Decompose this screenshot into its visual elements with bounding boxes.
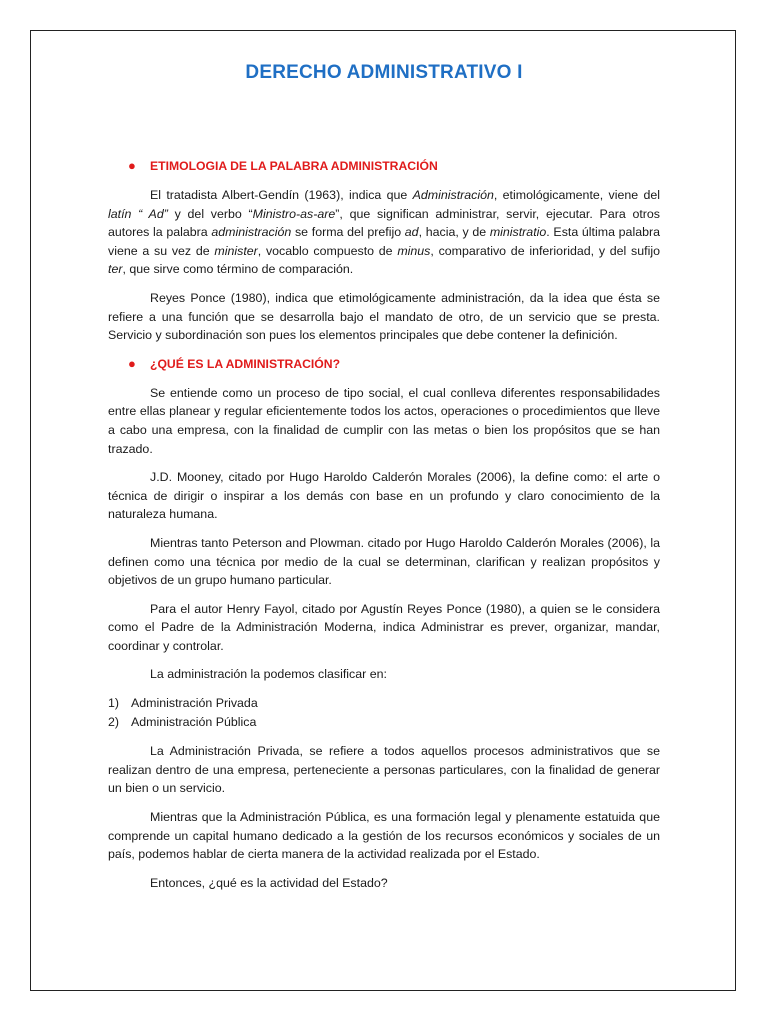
- paragraph: [108, 534, 660, 590]
- paragraph: [108, 742, 660, 798]
- section-heading-etimologia: [108, 157, 660, 175]
- text-run: , etimológicamente, viene del: [493, 188, 661, 202]
- italic-text-run: ter: [108, 262, 123, 277]
- section-heading-que-es: [108, 355, 660, 373]
- list-item: [108, 694, 660, 713]
- text-run: , que sirve como término de comparación.: [122, 262, 354, 277]
- paragraph: [108, 384, 660, 458]
- text-run: , comparativo de inferioridad, y del sufijo: [430, 243, 660, 258]
- text-run: La administración la podemos clasificar en:: [150, 667, 387, 682]
- paragraph: [108, 186, 660, 279]
- section-heading-label: ¿QUÉ ES LA ADMINISTRACIÓN?: [150, 356, 341, 371]
- italic-text-run: minus: [397, 243, 431, 258]
- classification-list: [108, 694, 660, 731]
- text-run: Mientras tanto Peterson and Plowman. citado por Hugo Haroldo Calderón Morales (2006), la definen como una técnica por medio de la cual se determinan, clarifican y realizan propósitos y objetivos de un grupo humano particular.: [108, 535, 660, 588]
- paragraph: [108, 808, 660, 864]
- italic-text-run: ministratio: [489, 225, 547, 240]
- text-run: , vocablo compuesto de: [257, 243, 398, 258]
- text-run: Reyes Ponce (1980), indica que etimológicamente administración, da la idea que ésta se refiere a una función que se desarrolla bajo el mandato de otro, de un servicio que se presta. Servicio y subordinación son pues los elementos principales que debe contener la definición.: [108, 290, 660, 343]
- list-item: [108, 713, 660, 732]
- list-item-text: Administración Privada: [131, 696, 258, 711]
- italic-text-run: Administración: [412, 188, 494, 202]
- text-run: se forma del prefijo: [291, 225, 405, 240]
- text-run: Se entiende como un proceso de tipo social, el cual conlleva diferentes responsabilidades entre ellas planear y regular eficientemente todos los actos, operaciones o procedimientos que lleve a cabo una empresa, con la finalidad de cumplir con las metas o bien los propósitos que se han trazado.: [108, 385, 660, 456]
- italic-text-run: Ministro-as-are: [252, 206, 336, 221]
- text-run: . Esta última palabra viene a su vez de: [108, 225, 660, 258]
- italic-text-run: ad: [404, 225, 419, 240]
- paragraph: [108, 665, 660, 684]
- text-run: Para el autor Henry Fayol, citado por Agustín Reyes Ponce (1980), a quien se le considera como el Padre de la Administración Moderna, indica Administrar es prever, organizar, mandar, coordinar y controlar.: [108, 601, 660, 653]
- list-item-number: 2): [108, 714, 120, 729]
- italic-text-run: minister: [214, 243, 258, 258]
- text-run: ”, que significan administrar, servir, ejecutar. Para otros autores la palabra: [108, 206, 661, 240]
- text-run: Mientras que la Administración Pública, es una formación legal y plenamente estatuida que comprende un capital humano dedicado a la gestión de los recursos económicos y sociales de un país, podemos hablar de cierta manera de la actividad realizada por el Estado.: [108, 810, 660, 862]
- text-run: Entonces, ¿qué es la actividad del Estado?: [150, 875, 388, 890]
- italic-text-run: latín “ Ad”: [108, 206, 168, 221]
- list-item-number: 1): [108, 696, 120, 711]
- text-run: , hacia, y de: [418, 225, 490, 240]
- bullet-icon: ●: [128, 355, 136, 371]
- paragraph: [108, 468, 660, 524]
- text-run: y del verbo “: [167, 206, 253, 221]
- section-heading-label: ETIMOLOGIA DE LA PALABRA ADMINISTRACIÓN: [150, 159, 438, 173]
- text-run: J.D. Mooney, citado por Hugo Haroldo Calderón Morales (2006), la define como: el arte o técnica de dirigir o inspirar a los demás con base en un profundo y claro conocimiento de la naturaleza humana.: [108, 470, 660, 522]
- bullet-icon: ●: [128, 158, 136, 173]
- paragraph: [108, 600, 660, 656]
- text-run: La Administración Privada, se refiere a todos aquellos procesos administrativos que se realizan dentro de una empresa, perteneciente a personas particulares, con la finalidad de generar un bien o un servicio.: [108, 744, 660, 796]
- paragraph: [108, 874, 660, 893]
- text-run: El tratadista Albert-Gendín (1963), indica que: [150, 188, 413, 202]
- paragraph: [108, 289, 660, 345]
- document-body: [108, 157, 660, 902]
- document-title: DERECHO ADMINISTRATIVO I: [245, 62, 523, 83]
- list-item-text: Administración Pública: [131, 714, 257, 729]
- italic-text-run: administración: [211, 225, 292, 240]
